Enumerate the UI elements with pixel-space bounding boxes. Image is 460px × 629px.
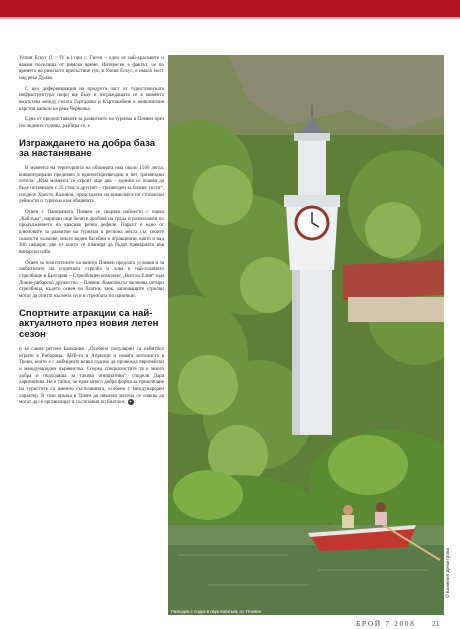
article-paragraph: Освен за почитателите на виното Плевен предлага условия и за любителите на спортната стрелба и лова в най-голямото стрелбище в България – Стрелбищен комплекс „Витска Елия“ към Ловно-рибарско дружество – Плевен. Комплексът включва четири стрелбища, където освен по блатни, заек, започващите стрелци могат да опитат късмета си и в стрелбата по паничкиг. bbox=[19, 259, 164, 299]
article-paragraph-text: и за сания регион Балкания. „Особено популярни са пейнтбол игрите в Рибарица. АВВ-та в Априлци и новата мотописта в Троян, които е с амбициите всяка година да провежда европейски и международни първенства. Според специалистите тя е много добра и подходяща за такива инициативи“, споделя Дара Заричинова. Не е тайна, че една много добра форма за привличане на туристите са именно състезанията, особено с международен характер. В тази връзка в Троян до няколко месеца се очаква да могат да се организират и състезания по биатлон. bbox=[19, 346, 164, 406]
clock-tower-photo bbox=[168, 55, 444, 615]
header-bar bbox=[0, 0, 460, 17]
photo-credit: © Камелия Димитрова bbox=[446, 547, 451, 598]
issue-label: БРОЙ 7 2008 bbox=[356, 619, 416, 628]
article-paragraph: С цел диференциация на продукта част от туристическата инфраструктура скоро ще бъде и изграждащата се в момента екопътека между селата Горталово и Къртожабене в живописния карстов каньон на река Чернелка. bbox=[19, 85, 164, 112]
article-paragraph: Освен с Панорамата Плевен се свързва найчесто с парка „Кайлъка“, наричан още белите дробове на града и разположен по продължението на красиво речно дефиле. Паркът е едно от ключовите за развитие на туризъм в региона места със своите скалисти хълмове, много водни басейни и атракциони, както и над 300 пещери, две от които се планира да бъдат превърнати във винарски изби. bbox=[19, 209, 164, 256]
end-of-article-icon: ✦ bbox=[128, 399, 133, 405]
page-number: 21 bbox=[432, 619, 440, 628]
header-rule bbox=[0, 17, 460, 19]
article-paragraph bbox=[19, 346, 164, 406]
article-column bbox=[19, 55, 164, 410]
clock-tower-illustration bbox=[168, 55, 444, 615]
article-paragraph: Една от предпоставките за развитието на туризма в Плевен през последните години, разбира се, е bbox=[19, 116, 164, 129]
article-paragraph: В момента на територията на общината има около 1500 легла, концентрирани предимно в единчетиризвездни и пет тризвездни хотела. „Към момента се строят още два – единия се очаква да бъде петзвезден с 25 стаи, а другият – тризвезден за бизнес гости“, споделя Христо Каленов, председател на комисията по стопански дейности и туризъм към общината. bbox=[19, 165, 164, 205]
section-heading: Изграждането на добра база за настаняване bbox=[19, 137, 156, 160]
article-paragraph: Улпия Ескус (I – IV в.) при с. Гиген – едно от най-красивите и важни поселища от римско време. Интересен е фактът, че по времето на римското присъствие тук, в Улпия Ескус, е имало мост над река Дунав. bbox=[19, 55, 164, 81]
photo-caption: Разходка с лодка в парк Кайлъка, гр. Плевен bbox=[171, 609, 261, 614]
section-heading: Спортните атракции са най-актуалното през новия летен сезон bbox=[19, 307, 159, 341]
